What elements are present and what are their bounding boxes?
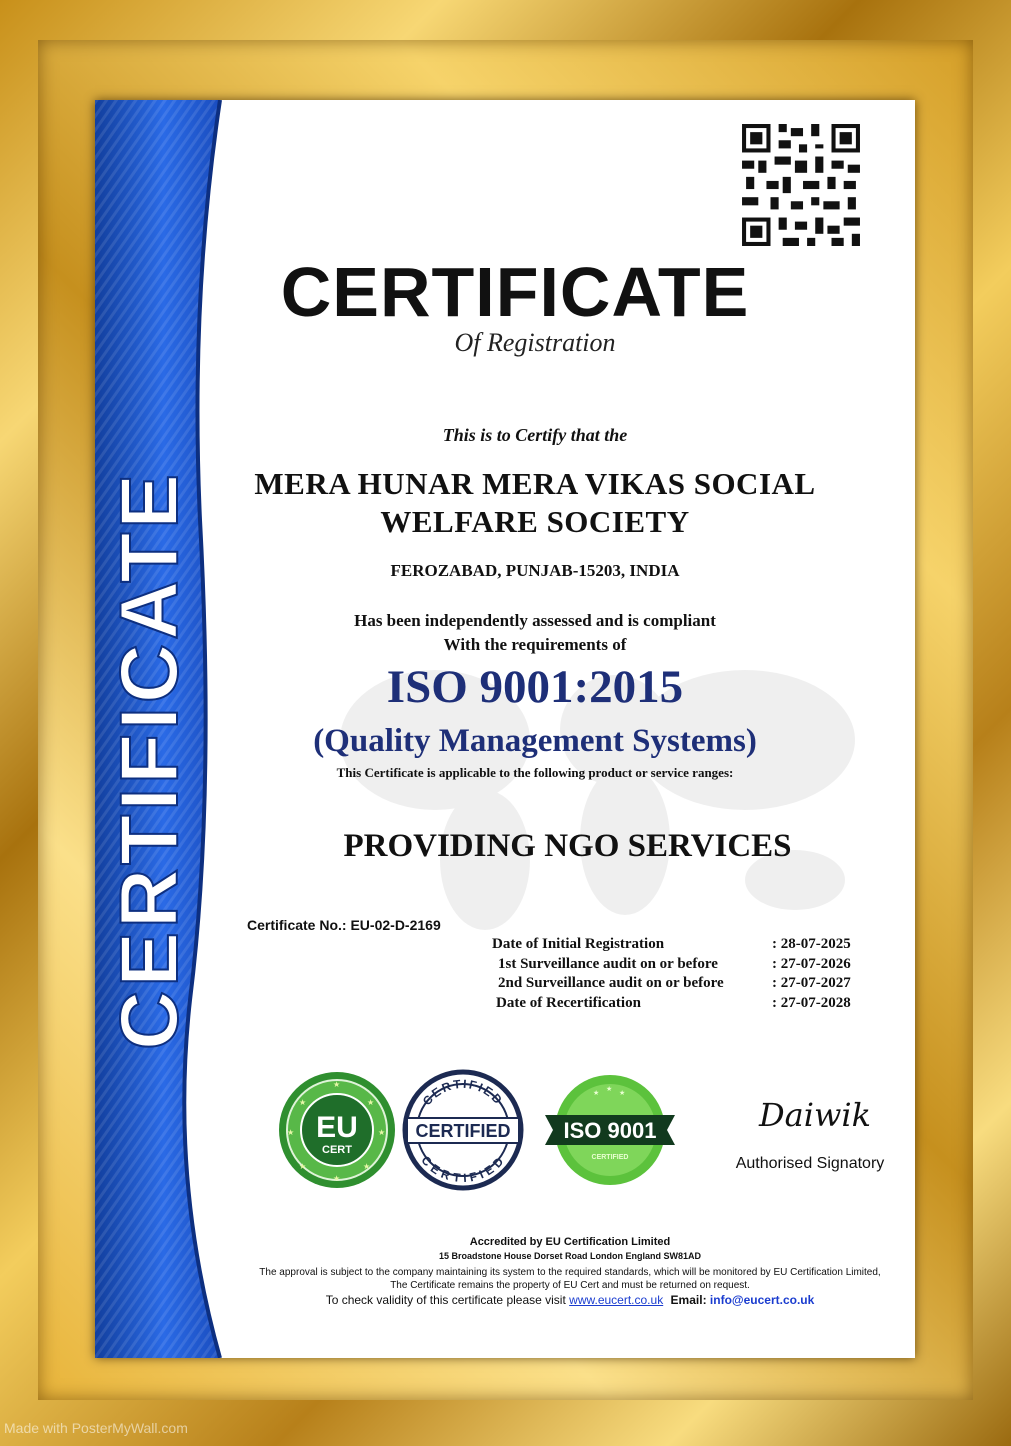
svg-text:★: ★ bbox=[367, 1098, 375, 1107]
date-row bbox=[492, 995, 892, 1015]
validity-prefix: To check validity of this certificate please visit bbox=[325, 1293, 566, 1307]
date-value: : 28-07-2025 bbox=[772, 936, 851, 952]
iso-badge-sub: CERTIFIED bbox=[591, 1154, 629, 1161]
applicable-line: This Certificate is applicable to the following product or service ranges: bbox=[336, 765, 734, 780]
svg-text:★: ★ bbox=[363, 1162, 371, 1171]
standard-name: (Quality Management Systems) bbox=[313, 723, 757, 759]
organization-line-1: MERA HUNAR MERA VIKAS SOCIAL bbox=[254, 466, 816, 501]
certificate-title: CERTIFICATE bbox=[280, 253, 750, 331]
iso-standard: ISO 9001:2015 bbox=[386, 661, 684, 713]
authorised-signatory-label: Authorised Signatory bbox=[735, 1155, 885, 1172]
certification-badges bbox=[275, 1065, 695, 1195]
svg-text:★: ★ bbox=[619, 1089, 626, 1097]
email-link[interactable]: info@eucert.co.uk bbox=[709, 1293, 815, 1307]
date-label: Date of Initial Registration bbox=[492, 936, 665, 952]
date-row bbox=[492, 936, 892, 956]
svg-text:★: ★ bbox=[333, 1174, 341, 1183]
ribbon-vertical-text bbox=[95, 100, 245, 1358]
date-value: : 27-07-2028 bbox=[772, 994, 851, 1011]
approval-line-1: The approval is subject to the company maintaining its system to the required standards, which will be monitored by EU Certification Limited, bbox=[259, 1267, 881, 1278]
signature-mark bbox=[735, 1090, 895, 1140]
dates-table bbox=[492, 936, 892, 1014]
eu-seal-top: EU bbox=[316, 1111, 358, 1144]
date-value: : 27-07-2026 bbox=[772, 955, 851, 972]
organization-line-2: WELFARE SOCIETY bbox=[380, 504, 690, 539]
certify-line: This is to Certify that the bbox=[442, 425, 628, 445]
signature-text: Daiwik bbox=[759, 1096, 871, 1134]
certification-scope: PROVIDING NGO SERVICES bbox=[343, 828, 792, 864]
accreditation-line: Accredited by EU Certification Limited bbox=[469, 1236, 671, 1248]
certificate-footer bbox=[245, 1235, 895, 1308]
certificate-number bbox=[247, 917, 441, 933]
svg-text:★: ★ bbox=[378, 1128, 386, 1137]
svg-text:★: ★ bbox=[593, 1089, 600, 1097]
poster-credit: Made with PosterMyWall.com bbox=[4, 1420, 188, 1436]
website-link[interactable]: www.eucert.co.uk bbox=[569, 1293, 664, 1307]
certificate-paper bbox=[95, 100, 915, 1358]
date-value: : 27-07-2027 bbox=[772, 975, 851, 991]
svg-text:★: ★ bbox=[299, 1162, 307, 1171]
date-label: 1st Surveillance audit on or before bbox=[498, 955, 718, 972]
certificate-number-label: Certificate No.: bbox=[247, 917, 347, 933]
eu-cert-seal-icon bbox=[279, 1072, 395, 1188]
assessment-line-2: With the requirements of bbox=[443, 635, 627, 654]
assessment-line-1: Has been independently assessed and is compliant bbox=[354, 611, 716, 630]
date-label: Date of Recertification bbox=[496, 994, 641, 1011]
certified-ring-bottom: CERTIFIED bbox=[418, 1153, 508, 1186]
organization-address: FEROZABAD, PUNJAB-15203, INDIA bbox=[390, 561, 680, 580]
certified-center: CERTIFIED bbox=[415, 1121, 511, 1141]
organization-name bbox=[205, 465, 865, 541]
svg-text:★: ★ bbox=[299, 1098, 307, 1107]
svg-text:★: ★ bbox=[606, 1085, 613, 1093]
ribbon-label: CERTIFICATE bbox=[104, 469, 195, 1051]
date-row bbox=[492, 975, 892, 995]
date-label: 2nd Surveillance audit on or before bbox=[498, 975, 724, 991]
date-row bbox=[492, 956, 892, 976]
email-label: Email: bbox=[670, 1293, 707, 1307]
certificate-subtitle: Of Registration bbox=[454, 328, 616, 357]
validity-line bbox=[245, 1292, 895, 1308]
eu-seal-bottom: CERT bbox=[322, 1144, 352, 1156]
certificate-number-value: EU-02-D-2169 bbox=[350, 917, 441, 933]
svg-text:★: ★ bbox=[287, 1128, 295, 1137]
certified-ring-top: CERTIFIED bbox=[419, 1076, 507, 1109]
svg-text:★: ★ bbox=[333, 1080, 341, 1089]
accreditor-address: 15 Broadstone House Dorset Road London England SW81AD bbox=[438, 1251, 702, 1261]
iso-badge-text: ISO 9001 bbox=[563, 1118, 657, 1143]
iso-9001-badge-icon bbox=[545, 1075, 675, 1185]
approval-line-2: The Certificate remains the property of EU Cert and must be returned on request. bbox=[390, 1280, 750, 1291]
certified-stamp-icon bbox=[405, 1072, 521, 1188]
qr-code-icon bbox=[742, 124, 860, 246]
